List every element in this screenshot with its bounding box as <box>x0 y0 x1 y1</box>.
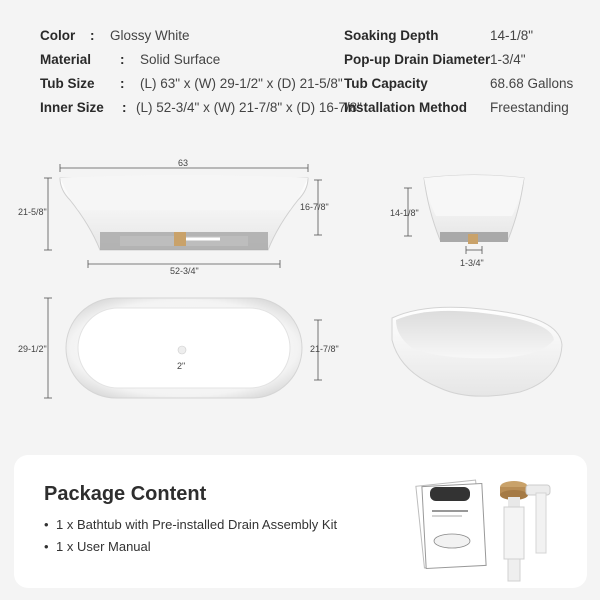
dim-drain-top: 2" <box>177 361 186 371</box>
perspective-tub <box>392 307 562 396</box>
spec-label: Tub Size <box>40 76 95 91</box>
spec-tub-size: Tub Size : (L) 63" x (W) 29-1/2" x (D) 21-5/8" <box>40 76 343 91</box>
spec-value: Solid Surface <box>140 52 221 67</box>
dim-width: 29-1/2" <box>18 344 47 354</box>
spec-value: Glossy White <box>110 28 190 43</box>
package-title: Package Content <box>44 483 207 505</box>
spec-color: Color : Glossy White <box>40 28 190 43</box>
dim-inner-length: 52-3/4" <box>170 266 199 276</box>
spec-value: 1-3/4" <box>490 52 526 67</box>
front-view-tub <box>60 175 308 250</box>
spec-value: (L) 63" x (W) 29-1/2" x (D) 21-5/8" <box>140 76 343 91</box>
spec-inner-size: Inner Size : (L) 52-3/4" x (W) 21-7/8" x (D) 16-7/8" <box>40 100 362 115</box>
spec-label: Tub Capacity <box>344 76 428 91</box>
side-view-tub <box>424 175 524 244</box>
drain-assembly-image <box>488 475 558 583</box>
dim-height: 21-5/8" <box>18 207 47 217</box>
spec-label: Color <box>40 28 76 43</box>
spec-material: Material : Solid Surface <box>40 52 221 67</box>
dim-drain-diameter: 1-3/4" <box>460 258 484 268</box>
spec-value: 68.68 Gallons <box>490 76 574 91</box>
dim-inner-depth: 16-7/8" <box>300 202 329 212</box>
top-view-tub <box>66 298 302 398</box>
dim-soaking-depth: 14-1/8" <box>390 208 419 218</box>
spec-label: Material <box>40 52 92 67</box>
package-item: • 1 x User Manual <box>44 539 151 554</box>
spec-label: Installation Method <box>344 100 467 115</box>
spec-value: 14-1/8" <box>490 28 534 43</box>
spec-value: Freestanding <box>490 100 569 115</box>
spec-label: Pop-up Drain Diameter <box>344 52 491 67</box>
spec-label: Inner Size <box>40 100 104 115</box>
user-manual-image <box>412 477 492 577</box>
package-item: • 1 x Bathtub with Pre-installed Drain Assembly Kit <box>44 517 338 532</box>
dim-length: 63 <box>178 158 189 168</box>
spec-label: Soaking Depth <box>344 28 439 43</box>
package-content-card <box>14 455 587 588</box>
spec-value: (L) 52-3/4" x (W) 21-7/8" x (D) 16-7/8" <box>136 100 362 115</box>
dim-inner-width: 21-7/8" <box>310 344 339 354</box>
